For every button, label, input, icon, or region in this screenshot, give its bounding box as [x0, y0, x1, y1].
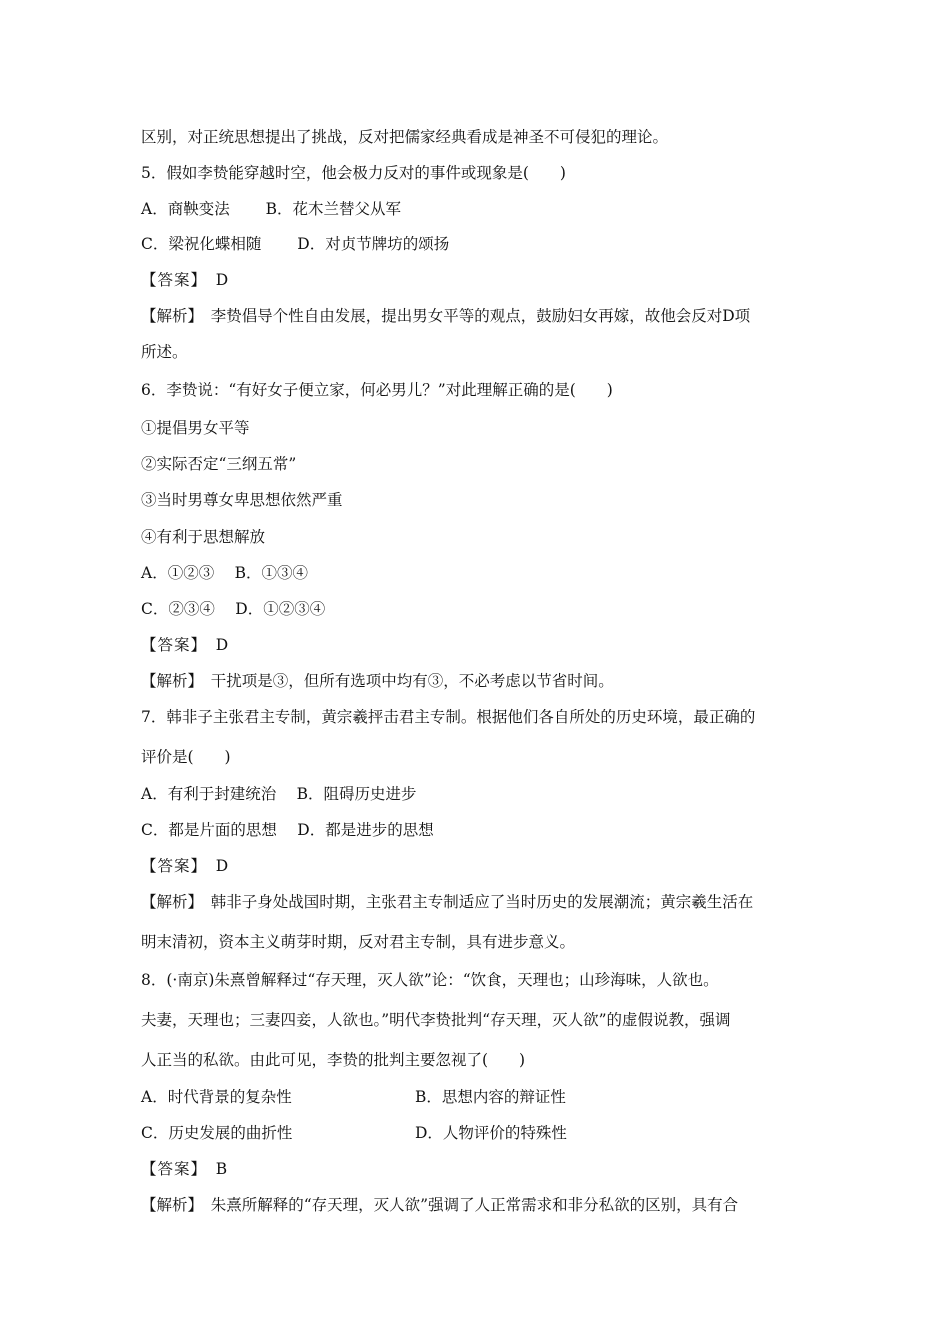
q5-analysis-cont: 所述。 — [141, 343, 188, 361]
q8-option-d: D．人物评价的特殊性 — [415, 1124, 567, 1142]
q6-statement-3: ③当时男尊女卑思想依然严重 — [141, 491, 343, 509]
q6-answer: 【答案】 D — [141, 636, 230, 654]
q8-option-c: C．历史发展的曲折性 — [141, 1124, 293, 1142]
q8-analysis: 【解析】 朱熹所解释的“存天理，灭人欲”强调了人正常需求和非分私欲的区别，具有合 — [141, 1196, 739, 1214]
q7-answer: 【答案】 D — [141, 857, 230, 875]
q6-statement-2: ②实际否定“三纲五常” — [141, 455, 297, 473]
question-8-cont-1: 夫妻，天理也；三妻四妾，人欲也。”明代李贽批判“存天理，灭人欲”的虚假说教，强调 — [141, 1011, 731, 1029]
q7-analysis: 【解析】 韩非子身处战国时期，主张君主专制适应了当时历史的发展潮流；黄宗羲生活在 — [141, 893, 754, 911]
q6-analysis: 【解析】 干扰项是③，但所有选项中均有③，不必考虑以节省时间。 — [141, 672, 614, 690]
q6-options-cd: C．②③④ D．①②③④ — [141, 600, 326, 618]
text-line: 区别，对正统思想提出了挑战，反对把儒家经典看成是神圣不可侵犯的理论。 — [141, 128, 669, 146]
q5-analysis: 【解析】 李贽倡导个性自由发展，提出男女平等的观点，鼓励妇女再嫁，故他会反对D项 — [141, 307, 751, 325]
q8-option-b: B．思想内容的辩证性 — [415, 1088, 566, 1106]
question-8-cont-2: 人正当的私欲。由此可见，李贽的批判主要忽视了( ) — [141, 1051, 526, 1069]
q8-answer: 【答案】 B — [141, 1160, 229, 1178]
q6-options-ab: A．①②③ B．①③④ — [141, 564, 309, 582]
q7-options-ab: A．有利于封建统治 B．阻碍历史进步 — [141, 785, 417, 803]
q6-statement-1: ①提倡男女平等 — [141, 419, 250, 437]
q8-options-cd — [141, 1123, 821, 1143]
q7-analysis-cont: 明末清初，资本主义萌芽时期，反对君主专制，具有进步意义。 — [141, 933, 576, 951]
question-7: 7．韩非子主张君主专制，黄宗羲抨击君主专制。根据他们各自所处的历史环境，最正确的 — [141, 708, 756, 726]
q7-options-cd: C．都是片面的思想 D．都是进步的思想 — [141, 821, 434, 839]
q5-options-cd: C．梁祝化蝶相随 D．对贞节牌坊的颂扬 — [141, 235, 450, 253]
question-6: 6．李贽说：“有好女子便立家，何必男儿？”对此理解正确的是( ) — [141, 381, 613, 399]
q8-option-a: A．时代背景的复杂性 — [141, 1088, 292, 1106]
q5-answer: 【答案】 D — [141, 271, 230, 289]
q6-statement-4: ④有利于思想解放 — [141, 528, 266, 546]
q8-options-ab — [141, 1087, 821, 1107]
question-8: 8．(·南京)朱熹曾解释过“存天理，灭人欲”论：“饮食，天理也；山珍海味，人欲也。 — [141, 971, 719, 989]
question-7-cont: 评价是( ) — [141, 748, 231, 766]
question-5: 5．假如李贽能穿越时空，他会极力反对的事件或现象是( ) — [141, 164, 566, 182]
q5-options-ab: A．商鞅变法 B．花木兰替父从军 — [141, 200, 402, 218]
